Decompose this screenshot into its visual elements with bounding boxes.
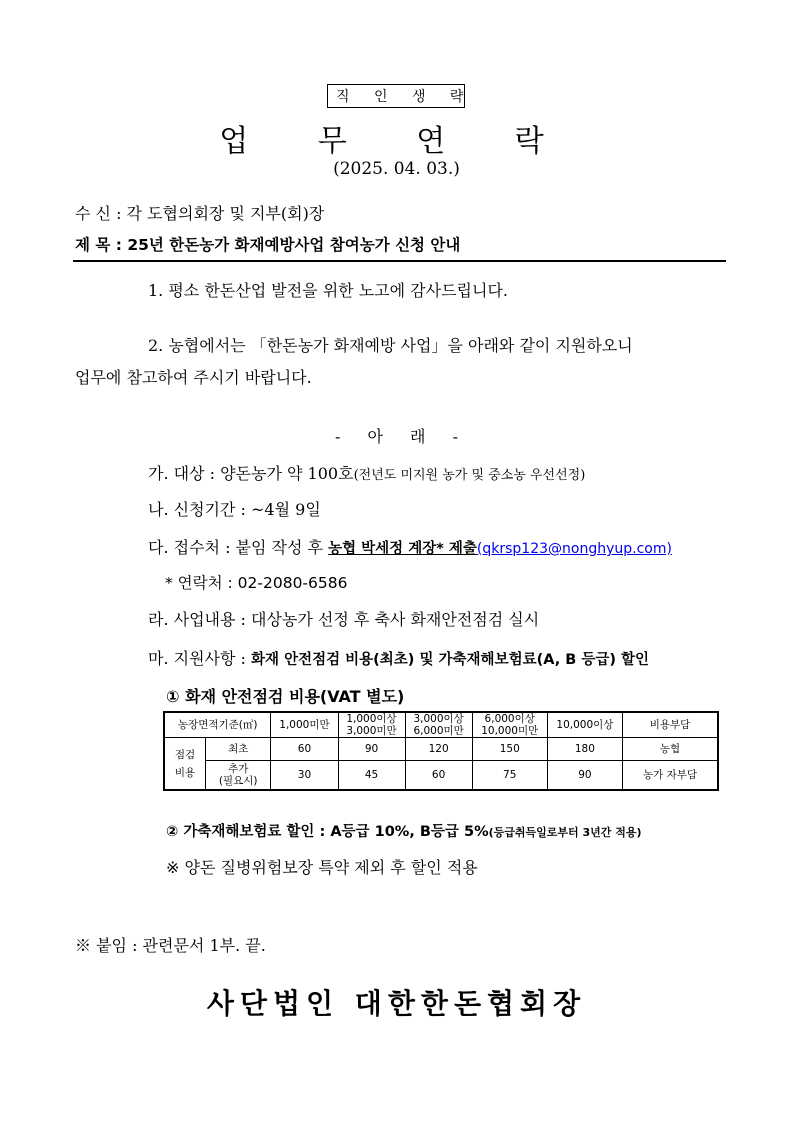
table-row xyxy=(164,738,718,761)
fee-table xyxy=(163,711,719,791)
stamp-omitted-box: 직 인 생 략 xyxy=(327,84,465,108)
item-reception xyxy=(148,535,672,558)
item-period: 나. 신청기간 : ~4월 9일 xyxy=(148,500,321,519)
value-cell: 90 xyxy=(338,738,405,761)
paragraph-2-line-1: 2. 농협에서는 「한돈농가 화재예방 사업」을 아래와 같이 지원하오니 xyxy=(148,336,633,355)
header-cell: 농장면적기준(㎡) xyxy=(164,712,271,738)
signature: 사단법인 대한한돈협회장 xyxy=(206,987,587,1020)
document-title: 업 무 연 락 xyxy=(219,124,574,159)
subject-line: 제 목 : 25년 한돈농가 화재예방사업 참여농가 신청 안내 xyxy=(75,236,461,254)
recipient-line: 수 신 : 각 도협의회장 및 지부(회)장 xyxy=(75,204,325,223)
item-support-bold: 화재 안전점검 비용(최초) 및 가축재해보험료(A, B 등급) 할인 xyxy=(251,652,650,668)
item-target xyxy=(148,461,585,484)
burden-cell: 농협 xyxy=(623,738,719,761)
section-2-title xyxy=(166,820,642,841)
below-heading: - 아 래 - xyxy=(335,427,458,446)
subject-rule xyxy=(73,260,726,262)
value-cell: 60 xyxy=(271,738,338,761)
item-target-note: (전년도 미지원 농가 및 중소농 우선선정) xyxy=(353,468,586,483)
value-cell: 180 xyxy=(547,738,622,761)
item-support-prefix: 마. 지원사항 : xyxy=(148,649,252,668)
email-link[interactable]: (qkrsp123@nonghyup.com) xyxy=(476,541,672,557)
attachment-note: ※ 붙임 : 관련문서 1부. 끝. xyxy=(75,936,266,955)
document-date: (2025. 04. 03.) xyxy=(333,159,460,179)
value-cell: 90 xyxy=(547,761,622,791)
row-label-cell: 최초 xyxy=(206,738,271,761)
section-2-title-text: ② 가축재해보험료 할인 : A등급 10%, B등급 5% xyxy=(166,824,489,840)
header-cell: 3,000이상 6,000미만 xyxy=(405,712,472,738)
item-target-label: 가. 대상 : 양돈농가 약 100호 xyxy=(148,464,354,483)
item-reception-bold: 농협 박세정 계장* 제출 xyxy=(328,541,477,557)
value-cell: 120 xyxy=(405,738,472,761)
burden-cell: 농가 자부담 xyxy=(623,761,719,791)
value-cell: 60 xyxy=(405,761,472,791)
value-cell: 150 xyxy=(472,738,547,761)
exception-note: ※ 양돈 질병위험보장 특약 제외 후 할인 적용 xyxy=(166,858,478,877)
paragraph-2-line-2: 업무에 참고하여 주시기 바랍니다. xyxy=(75,368,312,387)
item-support xyxy=(148,646,649,669)
header-cell: 1,000이상 3,000미만 xyxy=(338,712,405,738)
item-business: 라. 사업내용 : 대상농가 선정 후 축사 화재안전점검 실시 xyxy=(148,610,540,629)
table-row xyxy=(164,761,718,791)
section-1-title: ① 화재 안전점검 비용(VAT 별도) xyxy=(166,687,405,706)
header-cell: 1,000미만 xyxy=(271,712,338,738)
header-cell: 비용부담 xyxy=(623,712,719,738)
paragraph-1: 1. 평소 한돈산업 발전을 위한 노고에 감사드립니다. xyxy=(148,281,508,300)
item-reception-prefix: 다. 접수처 : 붙임 작성 후 xyxy=(148,538,329,557)
value-cell: 45 xyxy=(338,761,405,791)
section-2-note: (등급취득일로부터 3년간 적용) xyxy=(488,826,642,839)
table-header-row xyxy=(164,712,718,738)
value-cell: 75 xyxy=(472,761,547,791)
header-cell: 10,000이상 xyxy=(547,712,622,738)
item-contact: * 연락처 : 02-2080-6586 xyxy=(165,574,348,592)
row-label-cell: 추가 (필요시) xyxy=(206,761,271,791)
group-label-cell: 점검 비용 xyxy=(164,738,206,791)
value-cell: 30 xyxy=(271,761,338,791)
header-cell: 6,000이상 10,000미만 xyxy=(472,712,547,738)
